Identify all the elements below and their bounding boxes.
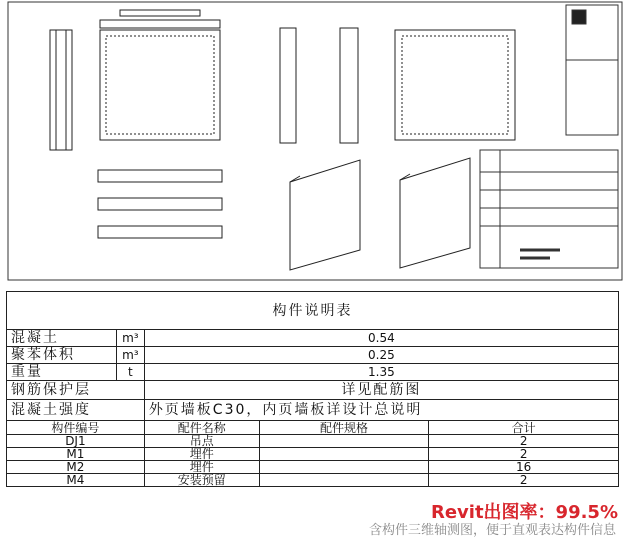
caption: 含构件三维轴测图，便于直观表达构件信息	[368, 523, 616, 538]
prop-row-weight	[7, 364, 619, 381]
row-name: 吊点	[144, 435, 259, 448]
row-code: M4	[7, 474, 145, 487]
header-total: 合计	[429, 421, 619, 435]
cover-label: 钢筋保护层	[7, 381, 145, 400]
row-code: M1	[7, 448, 145, 461]
header-spec: 配件规格	[259, 421, 429, 435]
row-spec	[259, 435, 429, 448]
row-code: DJ1	[7, 435, 145, 448]
table-header-row	[7, 421, 619, 435]
row-total: 2	[429, 435, 619, 448]
prop-unit: m³	[116, 330, 144, 347]
prop-value: 0.54	[144, 330, 618, 347]
cover-row	[7, 381, 619, 400]
table-title: 构件说明表	[7, 292, 619, 330]
row-spec	[259, 474, 429, 487]
cover-value: 详见配筋图	[144, 381, 618, 400]
strength-row	[7, 400, 619, 421]
row-total: 16	[429, 461, 619, 474]
prop-row-concrete	[7, 330, 619, 347]
header-code: 构件编号	[7, 421, 145, 435]
prop-label: 聚苯体积	[7, 347, 117, 364]
row-total: 2	[429, 474, 619, 487]
strength-value: 外页墙板C30，内页墙板详设计总说明	[144, 400, 618, 421]
table-row	[7, 461, 619, 474]
component-spec-table	[6, 291, 619, 487]
prop-unit: t	[116, 364, 144, 381]
prop-value: 1.35	[144, 364, 618, 381]
row-code: M2	[7, 461, 145, 474]
prop-value: 0.25	[144, 347, 618, 364]
header-name: 配件名称	[144, 421, 259, 435]
row-spec	[259, 461, 429, 474]
row-spec	[259, 448, 429, 461]
prop-unit: m³	[116, 347, 144, 364]
row-total: 2	[429, 448, 619, 461]
row-name: 埋件	[144, 448, 259, 461]
revit-output-rate: Revit出图率：99.5%	[430, 502, 618, 523]
table-row	[7, 435, 619, 448]
prop-row-polystyrene	[7, 347, 619, 364]
prop-label: 混凝土	[7, 330, 117, 347]
table-row	[7, 474, 619, 487]
prop-label: 重量	[7, 364, 117, 381]
strength-label: 混凝土强度	[7, 400, 145, 421]
row-name: 安装预留	[144, 474, 259, 487]
row-name: 埋件	[144, 461, 259, 474]
table-row	[7, 448, 619, 461]
